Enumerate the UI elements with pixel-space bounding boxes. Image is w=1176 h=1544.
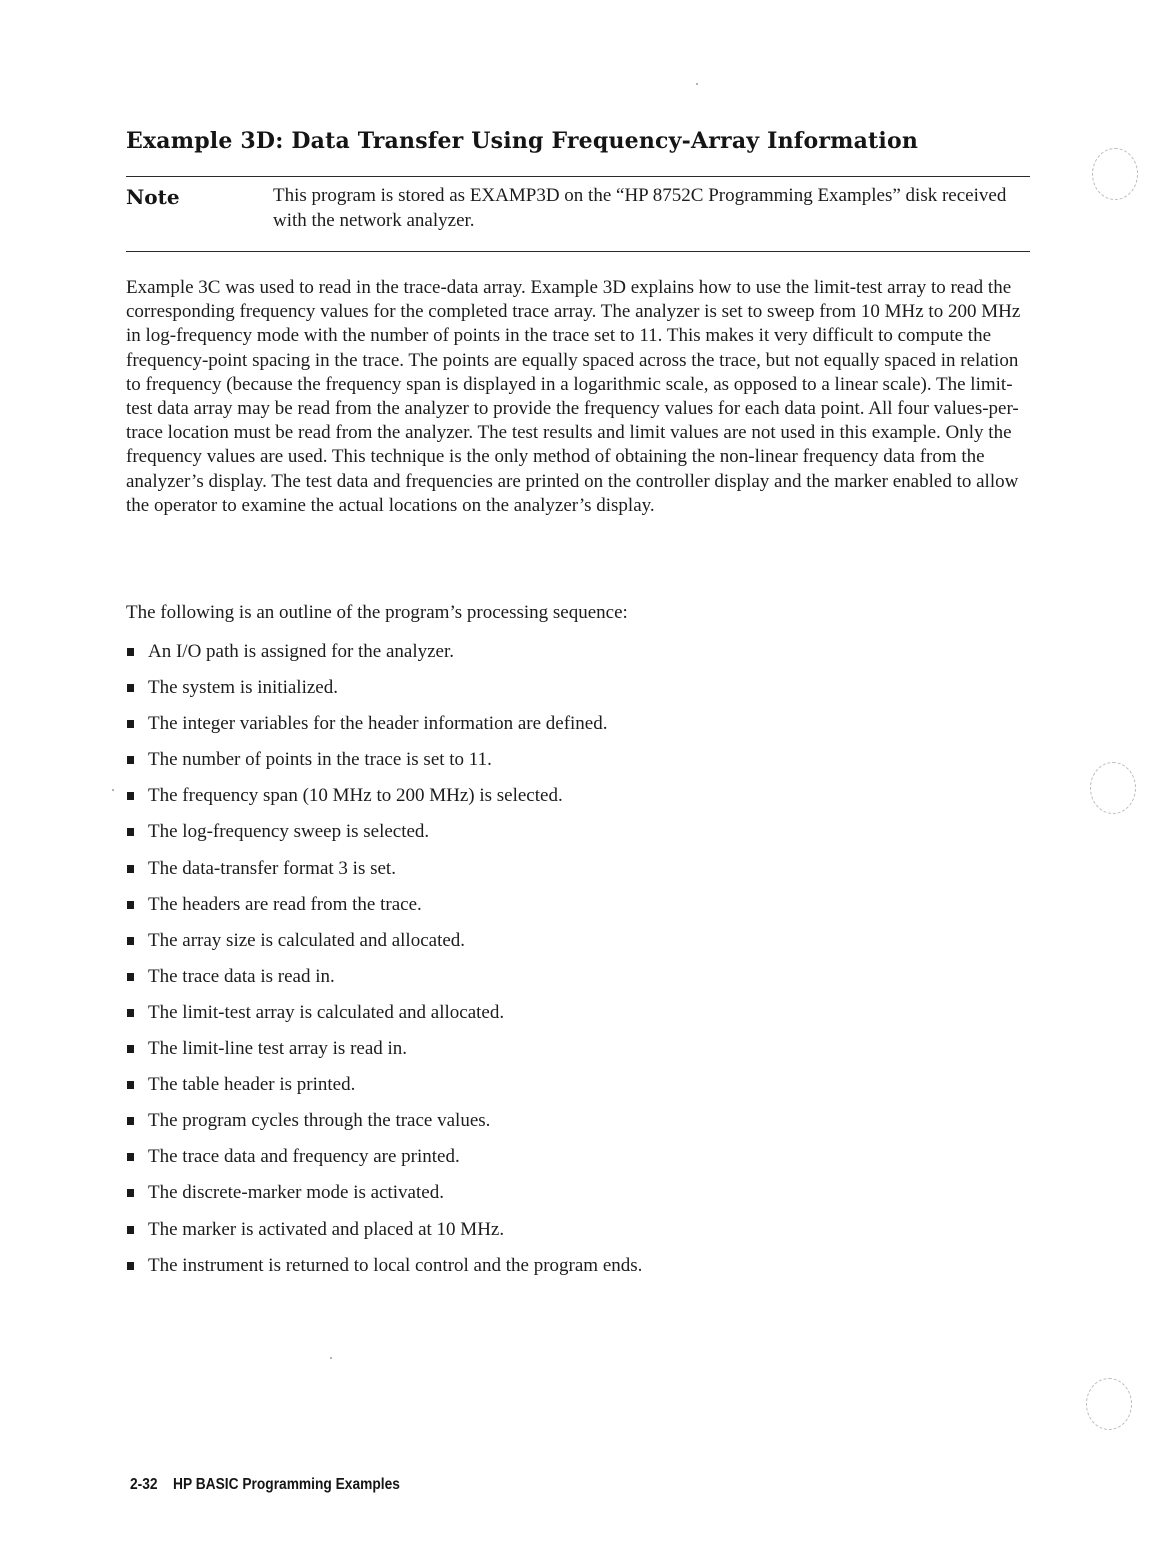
bullet-icon <box>127 1117 134 1125</box>
list-item <box>126 820 642 856</box>
list-item <box>126 965 642 1001</box>
list-item <box>126 640 642 676</box>
bullet-icon <box>127 1009 134 1017</box>
bullet-icon <box>127 937 134 945</box>
step-text: The frequency span (10 MHz to 200 MHz) is selected. <box>148 785 563 807</box>
list-item <box>126 857 642 893</box>
step-text: The data-transfer format 3 is set. <box>148 857 396 879</box>
page-footer <box>130 1476 400 1494</box>
list-item <box>126 1145 642 1181</box>
bullet-icon <box>127 684 134 692</box>
section-title: Example 3D: Data Transfer Using Frequency-Array Information <box>126 128 919 154</box>
punch-hole-icon <box>1092 148 1138 200</box>
step-text: The instrument is returned to local control and the program ends. <box>148 1254 643 1276</box>
list-item <box>126 676 642 712</box>
bullet-icon <box>127 901 134 909</box>
step-text: The integer variables for the header information are defined. <box>148 713 608 735</box>
step-text: The number of points in the trace is set to 11. <box>148 749 492 771</box>
step-text: The marker is activated and placed at 10 MHz. <box>148 1218 505 1240</box>
list-item <box>126 1254 642 1290</box>
description-paragraph: Example 3C was used to read in the trace-data array. Example 3D explains how to use the limit-test array to read the corresponding frequency values for the completed trace array. The analyzer is set to sweep from 10 MHz to 200 MHz in log-frequency mode with the number of points in the trace set to 11. This makes it very difficult to compute the frequency-point spacing in the trace. The points are equally spaced across the trace, but not equally spaced in relation to frequency (because the frequency span is displayed in a logarithmic scale, as opposed to a linear scale). The limit-test data array may be read from the analyzer to provide the frequency values for each data point. All four values-per-trace location must be read from the analyzer. The test results and limit values are not used in this example. Only the frequency values are used. This technique is the only method of obtaining the non-linear frequency data from the analyzer’s display. The test data and frequencies are printed on the controller display and the marker enabled to allow the operator to examine the actual locations on the analyzer’s display. <box>126 277 1021 516</box>
note-bottom-rule <box>126 251 1030 252</box>
step-text: The array size is calculated and allocated. <box>148 929 466 951</box>
bullet-icon <box>127 720 134 728</box>
step-text: The discrete-marker mode is activated. <box>148 1182 444 1204</box>
bullet-icon <box>127 1226 134 1234</box>
note-label: Note <box>126 185 180 209</box>
list-item <box>126 712 642 748</box>
bullet-icon <box>127 1045 134 1053</box>
list-item <box>126 893 642 929</box>
step-text: The system is initialized. <box>148 677 338 699</box>
bullet-icon <box>127 828 134 836</box>
page-number: 2-32 <box>130 1476 158 1493</box>
list-item <box>126 929 642 965</box>
list-item <box>126 1001 642 1037</box>
list-item <box>126 784 642 820</box>
step-text: The limit-line test array is read in. <box>148 1038 408 1060</box>
step-text: The table header is printed. <box>148 1074 356 1096</box>
punch-hole-icon <box>1086 1378 1132 1430</box>
list-item <box>126 1218 642 1254</box>
bullet-icon <box>127 756 134 764</box>
step-text: The trace data and frequency are printed. <box>148 1146 460 1168</box>
bullet-icon <box>127 1189 134 1197</box>
step-text: The program cycles through the trace values. <box>148 1110 491 1132</box>
list-item <box>126 1181 642 1217</box>
bullet-icon <box>127 973 134 981</box>
step-text: The trace data is read in. <box>148 965 335 987</box>
step-text: The limit-test array is calculated and allocated. <box>148 1001 505 1023</box>
bullet-icon <box>127 1081 134 1089</box>
note-top-rule <box>126 176 1030 177</box>
step-text: An I/O path is assigned for the analyzer. <box>148 641 455 662</box>
bullet-icon <box>127 1153 134 1161</box>
bullet-icon <box>127 792 134 800</box>
list-item <box>126 1073 642 1109</box>
note-text: This program is stored as EXAMP3D on the “HP 8752C Programming Examples” disk received with the network analyzer. <box>273 185 1007 231</box>
scan-speck <box>112 789 114 791</box>
list-item <box>126 1109 642 1145</box>
bullet-icon <box>127 865 134 873</box>
list-item <box>126 1037 642 1073</box>
bullet-icon <box>127 1262 134 1270</box>
punch-hole-icon <box>1090 762 1136 814</box>
step-text: The headers are read from the trace. <box>148 893 422 915</box>
outline-intro: The following is an outline of the program’s processing sequence: <box>126 602 628 623</box>
scan-speck <box>696 83 698 85</box>
bullet-icon <box>127 648 134 656</box>
list-item <box>126 748 642 784</box>
step-text: The log-frequency sweep is selected. <box>148 821 430 843</box>
scan-speck <box>330 1357 332 1359</box>
footer-section-title: HP BASIC Programming Examples <box>173 1476 400 1493</box>
processing-steps-list <box>126 640 642 1290</box>
